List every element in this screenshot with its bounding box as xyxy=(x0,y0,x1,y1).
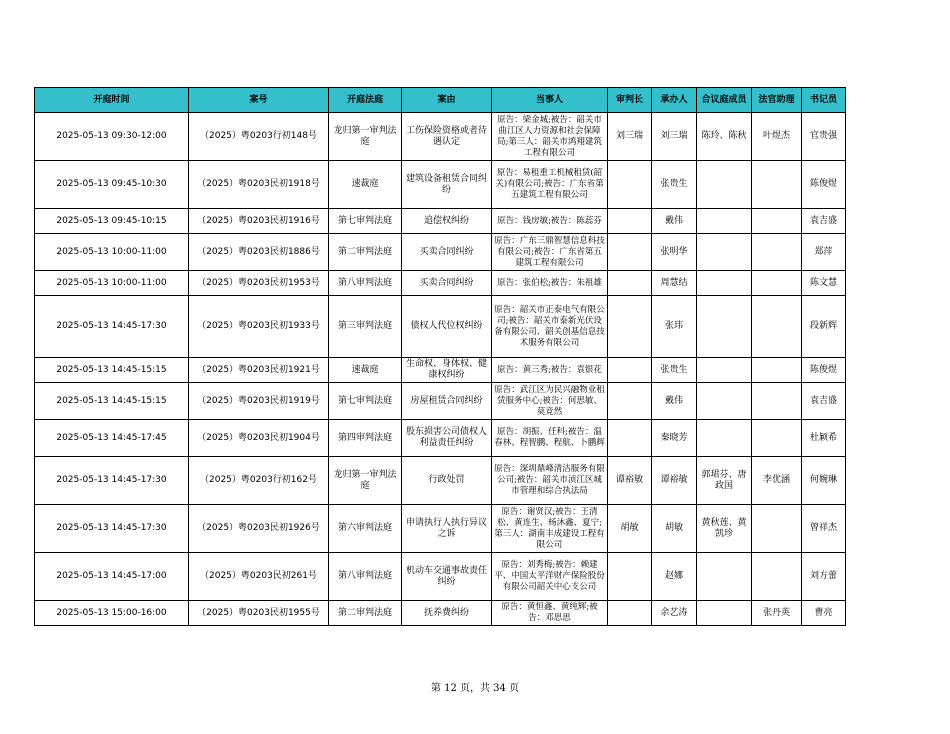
cell-court: 龙归第一审判法庭 xyxy=(329,113,402,161)
cell-case-no: （2025）粤0203民初1904号 xyxy=(189,420,329,457)
cell-assistant xyxy=(752,358,802,383)
cell-parties: 原告：钱房敏;被告：陈蕊芬 xyxy=(492,209,608,234)
cell-chief-judge xyxy=(608,161,652,209)
cell-clerk: 袁吉盛 xyxy=(802,209,846,234)
cell-court: 第七审判法庭 xyxy=(329,209,402,234)
table-row xyxy=(35,234,846,271)
cell-clerk: 陈文慧 xyxy=(802,271,846,296)
cell-judge: 张玮 xyxy=(652,296,697,358)
cell-court: 第六审判法庭 xyxy=(329,505,402,553)
cell-chief-judge xyxy=(608,553,652,601)
cell-case-no: （2025）粤0203民初261号 xyxy=(189,553,329,601)
cell-cause: 买卖合同纠纷 xyxy=(402,271,492,296)
cell-chief-judge xyxy=(608,358,652,383)
cell-court: 第二审判法庭 xyxy=(329,234,402,271)
table-row xyxy=(35,420,846,457)
cell-clerk: 陈俊煜 xyxy=(802,161,846,209)
cell-cause: 行政处罚 xyxy=(402,457,492,505)
cell-chief-judge: 刘三瑞 xyxy=(608,113,652,161)
cell-cause: 追偿权纠纷 xyxy=(402,209,492,234)
cell-time: 2025-05-13 14:45-17:00 xyxy=(35,553,189,601)
cell-case-no: （2025）粤0203民初1916号 xyxy=(189,209,329,234)
cell-members: 黄秋莲、黄凯珍 xyxy=(697,505,752,553)
cell-time: 2025-05-13 14:45-17:30 xyxy=(35,296,189,358)
cell-members: 郭珺芬、唐政国 xyxy=(697,457,752,505)
header-clerk: 书记员 xyxy=(802,88,846,113)
cell-judge: 胡敏 xyxy=(652,505,697,553)
cell-cause: 建筑设备租赁合同纠纷 xyxy=(402,161,492,209)
cell-members xyxy=(697,420,752,457)
cell-time: 2025-05-13 09:45-10:30 xyxy=(35,161,189,209)
cell-court: 龙归第一审判法庭 xyxy=(329,457,402,505)
cell-assistant xyxy=(752,420,802,457)
cell-parties: 原告：易租重工机械租赁(韶关)有限公司;被告：广东省第五建筑工程有限公司 xyxy=(492,161,608,209)
cell-case-no: （2025）粤0203行初162号 xyxy=(189,457,329,505)
cell-assistant xyxy=(752,553,802,601)
cell-court: 第三审判法庭 xyxy=(329,296,402,358)
table-row xyxy=(35,457,846,505)
cell-case-no: （2025）粤0203民初1918号 xyxy=(189,161,329,209)
table-row xyxy=(35,601,846,626)
cell-clerk: 袁吉盛 xyxy=(802,383,846,420)
header-judge: 承办人 xyxy=(652,88,697,113)
table-row xyxy=(35,209,846,234)
cell-chief-judge xyxy=(608,296,652,358)
cell-judge: 张明华 xyxy=(652,234,697,271)
cell-parties: 原告：深圳鼎峰清洁服务有限公司;被告：韶关市浈江区城市管理和综合执法局 xyxy=(492,457,608,505)
header-court: 开庭法庭 xyxy=(329,88,402,113)
header-cause: 案由 xyxy=(402,88,492,113)
cell-case-no: （2025）粤0203行初148号 xyxy=(189,113,329,161)
cell-case-no: （2025）粤0203民初1921号 xyxy=(189,358,329,383)
cell-parties: 原告：刘秀梅;被告：赖建平、中国太平洋财产保险股份有限公司韶关中心支公司 xyxy=(492,553,608,601)
cell-members xyxy=(697,209,752,234)
cell-judge: 戴伟 xyxy=(652,383,697,420)
cell-parties: 原告：梁金城;被告：韶关市曲江区人力资源和社会保障局;第三人：韶关市鸿翔建筑工程有限公司 xyxy=(492,113,608,161)
cell-chief-judge xyxy=(608,383,652,420)
cell-cause: 债权人代位权纠纷 xyxy=(402,296,492,358)
header-time: 开庭时间 xyxy=(35,88,189,113)
cell-assistant xyxy=(752,505,802,553)
table-header-row xyxy=(35,88,846,113)
cell-assistant xyxy=(752,271,802,296)
cell-clerk: 郑萍 xyxy=(802,234,846,271)
cell-parties: 原告：谢贤汉;被告：王清松、黄连生、杨沐鑫、夏宁;第三人：湖南丰成建设工程有限公司 xyxy=(492,505,608,553)
table-row xyxy=(35,271,846,296)
cell-court: 速裁庭 xyxy=(329,161,402,209)
cell-cause: 股东损害公司债权人利益责任纠纷 xyxy=(402,420,492,457)
cell-chief-judge: 胡敏 xyxy=(608,505,652,553)
cell-cause: 房屋租赁合同纠纷 xyxy=(402,383,492,420)
header-assistant: 法官助理 xyxy=(752,88,802,113)
cell-time: 2025-05-13 14:45-15:15 xyxy=(35,383,189,420)
cell-case-no: （2025）粤0203民初1926号 xyxy=(189,505,329,553)
cell-court: 第八审判法庭 xyxy=(329,271,402,296)
cell-time: 2025-05-13 14:45-17:45 xyxy=(35,420,189,457)
cell-time: 2025-05-13 09:30-12:00 xyxy=(35,113,189,161)
table-row xyxy=(35,161,846,209)
cell-court: 第四审判法庭 xyxy=(329,420,402,457)
cell-cause: 生命权、身体权、健康权纠纷 xyxy=(402,358,492,383)
cell-clerk: 杜颖希 xyxy=(802,420,846,457)
cell-assistant xyxy=(752,296,802,358)
cell-members xyxy=(697,358,752,383)
cell-time: 2025-05-13 15:00-16:00 xyxy=(35,601,189,626)
cell-time: 2025-05-13 10:00-11:00 xyxy=(35,271,189,296)
table-row xyxy=(35,296,846,358)
cell-chief-judge xyxy=(608,209,652,234)
header-chief-judge: 审判长 xyxy=(608,88,652,113)
cell-clerk: 何婉琳 xyxy=(802,457,846,505)
cell-members: 陈玲、陈秋 xyxy=(697,113,752,161)
cell-chief-judge: 谭裕敏 xyxy=(608,457,652,505)
cell-parties: 原告：张伯松;被告：朱祖雄 xyxy=(492,271,608,296)
cell-parties: 原告：武江区为民兴融物业租赁服务中心;被告：何思敏、莫竞然 xyxy=(492,383,608,420)
cell-time: 2025-05-13 10:00-11:00 xyxy=(35,234,189,271)
cell-assistant xyxy=(752,161,802,209)
cell-parties: 原告：韶关市正泰电气有限公司;被告：韶关市泰新光伏设备有限公司、韶关创基信息技术服务有限公司 xyxy=(492,296,608,358)
cell-court: 第八审判法庭 xyxy=(329,553,402,601)
cell-chief-judge xyxy=(608,420,652,457)
cell-parties: 原告：广东三鼎智慧信息科技有限公司;被告：广东省第五建筑工程有限公司 xyxy=(492,234,608,271)
cell-assistant: 张丹英 xyxy=(752,601,802,626)
cell-judge: 秦晓芳 xyxy=(652,420,697,457)
table-body xyxy=(35,113,846,626)
cell-chief-judge xyxy=(608,601,652,626)
cell-assistant xyxy=(752,383,802,420)
table-row xyxy=(35,383,846,420)
cell-clerk: 陈俊煜 xyxy=(802,358,846,383)
cell-judge: 谭裕敏 xyxy=(652,457,697,505)
cell-assistant: 李优涵 xyxy=(752,457,802,505)
cell-members xyxy=(697,271,752,296)
cell-clerk: 官贵强 xyxy=(802,113,846,161)
table-row xyxy=(35,358,846,383)
cell-cause: 工伤保险资格或者待遇认定 xyxy=(402,113,492,161)
cell-judge: 张贵生 xyxy=(652,358,697,383)
cell-clerk: 曹亮 xyxy=(802,601,846,626)
cell-members xyxy=(697,296,752,358)
cell-chief-judge xyxy=(608,234,652,271)
cell-judge: 刘三瑞 xyxy=(652,113,697,161)
cell-clerk: 曾祥杰 xyxy=(802,505,846,553)
cell-time: 2025-05-13 14:45-17:30 xyxy=(35,505,189,553)
cell-judge: 戴伟 xyxy=(652,209,697,234)
cell-court: 第二审判法庭 xyxy=(329,601,402,626)
cell-case-no: （2025）粤0203民初1953号 xyxy=(189,271,329,296)
cell-clerk: 刘方蕾 xyxy=(802,553,846,601)
cell-judge: 周慧结 xyxy=(652,271,697,296)
cell-case-no: （2025）粤0203民初1933号 xyxy=(189,296,329,358)
cell-time: 2025-05-13 09:45-10:15 xyxy=(35,209,189,234)
cell-judge: 赵娜 xyxy=(652,553,697,601)
cell-parties: 原告：胡振、任科;被告：温春林、程智鹏、程航、卜鹏辉 xyxy=(492,420,608,457)
header-members: 合议庭成员 xyxy=(697,88,752,113)
cell-cause: 申请执行人执行异议之诉 xyxy=(402,505,492,553)
cell-cause: 买卖合同纠纷 xyxy=(402,234,492,271)
cell-chief-judge xyxy=(608,271,652,296)
cell-judge: 张贵生 xyxy=(652,161,697,209)
cell-members xyxy=(697,553,752,601)
cell-assistant xyxy=(752,234,802,271)
cell-court: 第七审判法庭 xyxy=(329,383,402,420)
court-schedule-table xyxy=(34,87,846,626)
cell-assistant: 叶煜杰 xyxy=(752,113,802,161)
cell-case-no: （2025）粤0203民初1886号 xyxy=(189,234,329,271)
page-footer: 第 12 页，共 34 页 xyxy=(430,683,520,694)
cell-time: 2025-05-13 14:45-17:30 xyxy=(35,457,189,505)
cell-assistant xyxy=(752,209,802,234)
cell-case-no: （2025）粤0203民初1955号 xyxy=(189,601,329,626)
cell-judge: 余艺涛 xyxy=(652,601,697,626)
header-parties: 当事人 xyxy=(492,88,608,113)
table-row xyxy=(35,505,846,553)
cell-cause: 机动车交通事故责任纠纷 xyxy=(402,553,492,601)
cell-members xyxy=(697,383,752,420)
cell-time: 2025-05-13 14:45-15:15 xyxy=(35,358,189,383)
cell-case-no: （2025）粤0203民初1919号 xyxy=(189,383,329,420)
cell-members xyxy=(697,601,752,626)
cell-parties: 原告：黄三秀;被告：袁银花 xyxy=(492,358,608,383)
cell-members xyxy=(697,161,752,209)
table-row xyxy=(35,113,846,161)
cell-clerk: 段新辉 xyxy=(802,296,846,358)
header-case-no: 案号 xyxy=(189,88,329,113)
cell-court: 速裁庭 xyxy=(329,358,402,383)
cell-members xyxy=(697,234,752,271)
table-row xyxy=(35,553,846,601)
cell-parties: 原告：黄恒鑫、黄纯辉;被告：邓思思 xyxy=(492,601,608,626)
cell-cause: 抚养费纠纷 xyxy=(402,601,492,626)
